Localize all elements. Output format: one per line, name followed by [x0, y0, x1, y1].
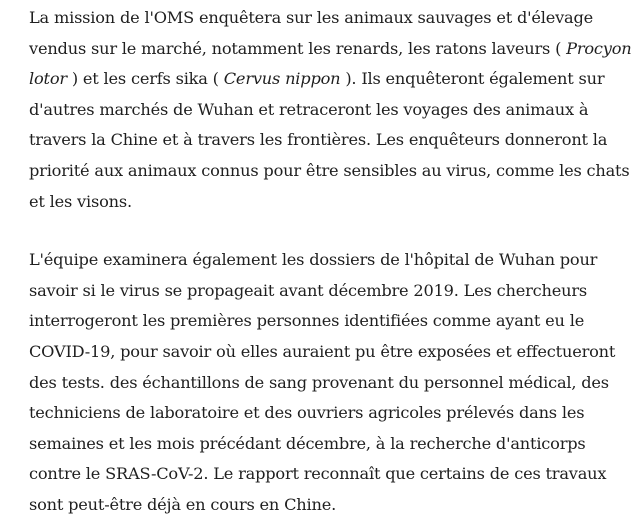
- paragraph-oms-mission: [29, 3, 639, 217]
- species-name-cervus-nippon: Cervus nippon: [223, 69, 341, 89]
- text-segment: La mission de l'OMS enquêtera sur les animaux sauvages et d'élevage vendus sur le marché, notamment les renards, les ratons laveurs (: [29, 8, 594, 58]
- text-segment: L'équipe examinera également les dossiers de l'hôpital de Wuhan pour savoir si le virus se propageait avant décembre 2019. Les chercheurs interrogeront les premières personnes identifiées comme ayant eu le COVID-19, pour savoir où elles auraient pu être exposées et effectueront des tests. des échantillons de sang provenant du personnel médical, des techniciens de laboratoire et des ouvriers agricoles prélevés dans les semaines et les mois précédant décembre, à la recherche d'anticorps contre le SRAS-CoV-2. Le rapport reconnaît que certains de ces travaux sont peut-être déjà en cours en Chine.: [29, 250, 616, 514]
- species-name-procyon-lotor: Procyon lotor: [29, 38, 632, 89]
- paragraph-hospital-records: [29, 245, 639, 520]
- article-body: [29, 3, 639, 521]
- text-segment: ) et les cerfs sika (: [66, 69, 224, 89]
- text-segment: ). Ils enquêteront également sur d'autres marchés de Wuhan et retraceront les voyages des animaux à travers la Chine et à travers les frontières. Les enquêteurs donneront la priorité aux animaux connus pour être sensibles au virus, comme les chats et les visons.: [29, 69, 630, 211]
